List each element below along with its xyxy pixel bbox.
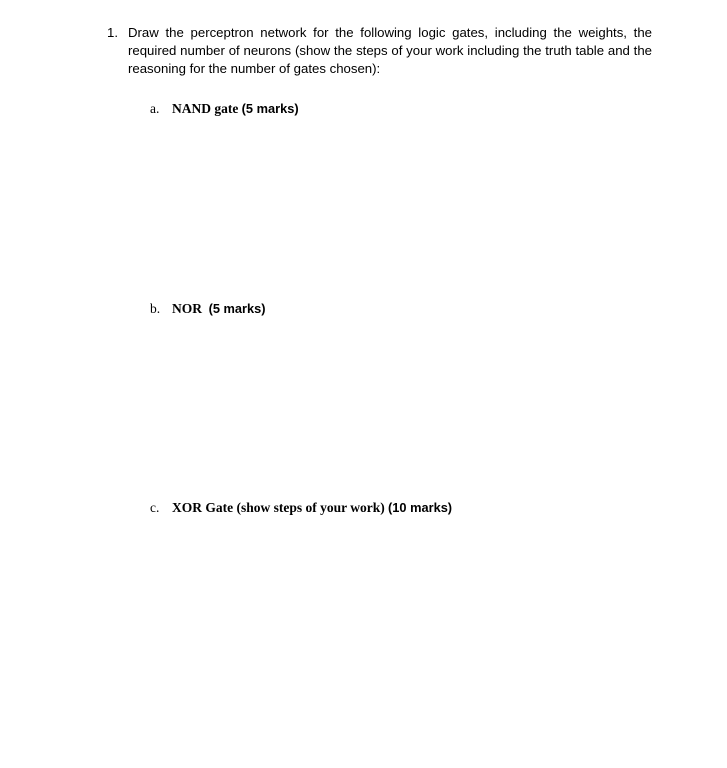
part-b-title: NOR <box>172 301 202 316</box>
part-a-letter: a. <box>150 101 160 116</box>
part-b <box>150 300 266 318</box>
part-c-marks: (10 marks) <box>388 500 453 515</box>
part-b-letter: b. <box>150 301 161 316</box>
part-b-marks: (5 marks) <box>208 301 266 316</box>
question-1 <box>107 24 652 78</box>
part-a <box>150 100 299 118</box>
part-c-letter: c. <box>150 500 160 515</box>
part-a-title: NAND gate <box>172 101 239 116</box>
question-number: 1. <box>107 25 118 40</box>
part-a-marks: (5 marks) <box>241 101 299 116</box>
part-c-title: XOR Gate (show steps of your work) <box>172 500 385 515</box>
part-c <box>150 499 452 517</box>
question-text: Draw the perceptron network for the following logic gates, including the weights, the required number of neurons (show the steps of your work including the truth table and the reasoning for the number of gates chosen): <box>128 25 652 76</box>
